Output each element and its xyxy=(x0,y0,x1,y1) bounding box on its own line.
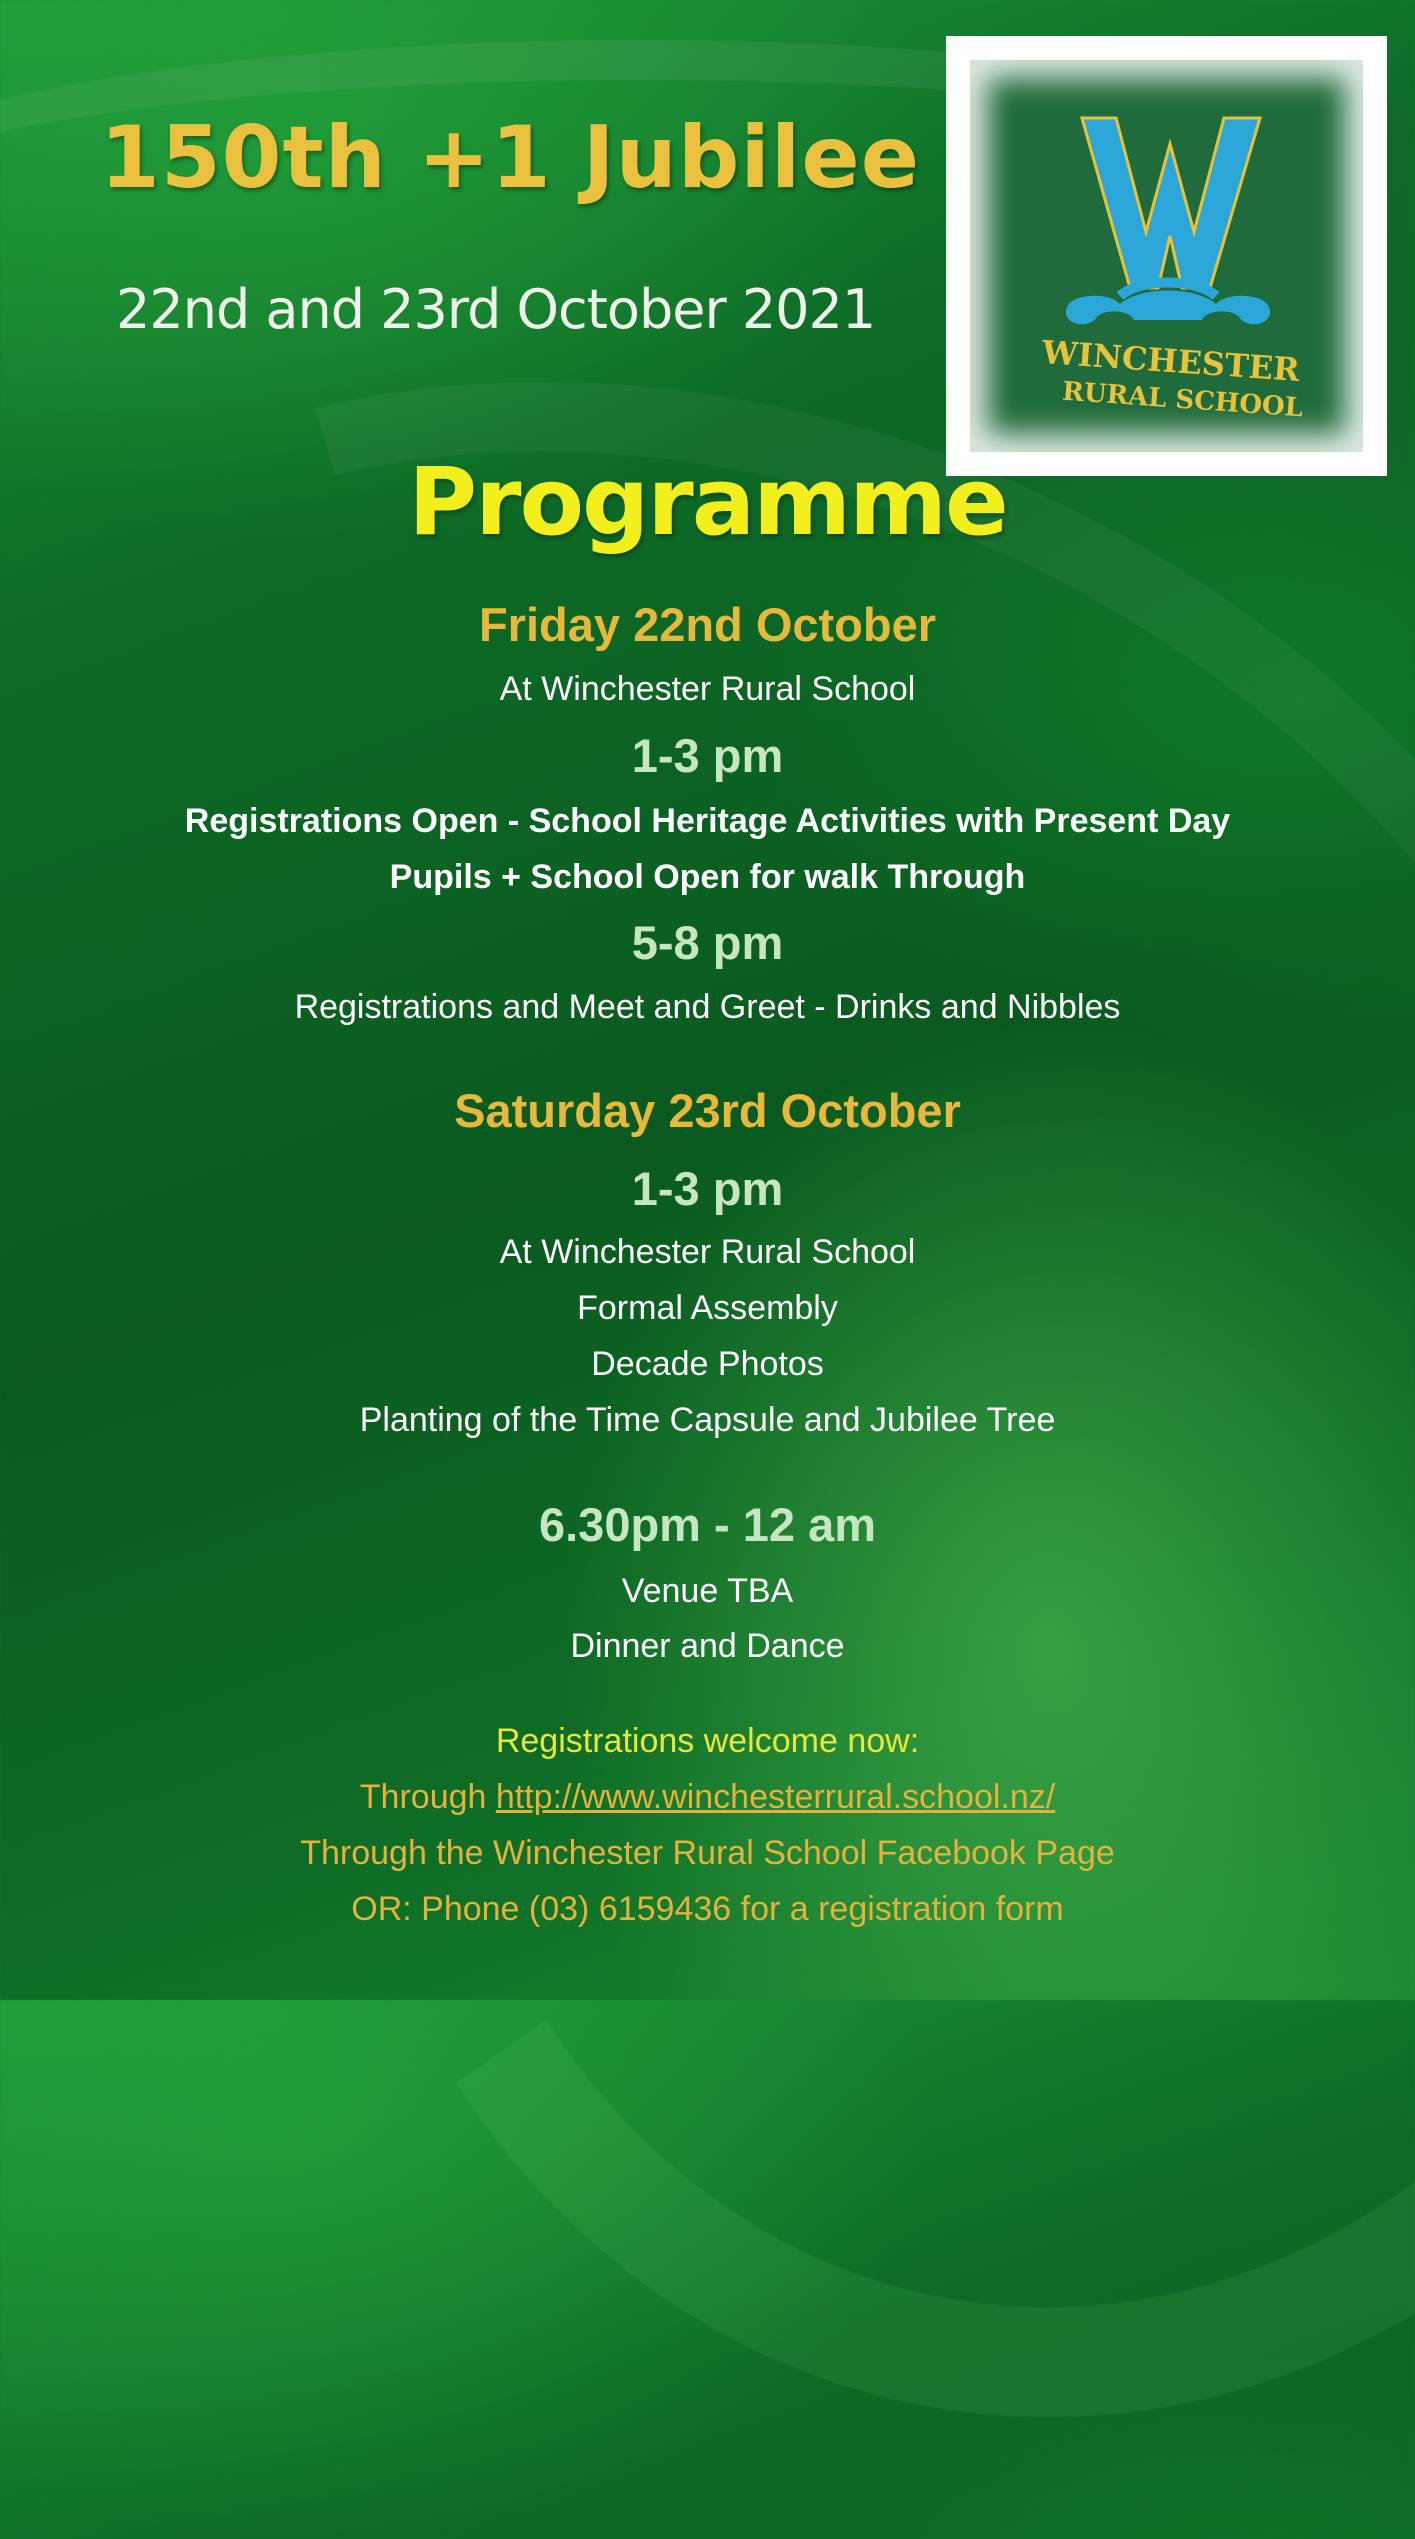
saturday-item: Planting of the Time Capsule and Jubilee Tree xyxy=(359,1401,1056,1439)
saturday-heading: Saturday 23rd October xyxy=(454,1084,961,1137)
friday-location: At Winchester Rural School xyxy=(499,670,916,708)
w-mark-icon xyxy=(1082,118,1260,288)
registrations-phone: OR: Phone (03) 6159436 for a registration form xyxy=(351,1890,1064,1928)
saturday-slot2-item: Dinner and Dance xyxy=(570,1627,845,1665)
saturday-slot2-item: Venue TBA xyxy=(621,1572,794,1610)
friday-slot1-line1: Registrations Open - School Heritage Activities with Present Day xyxy=(184,802,1231,840)
logo-emblem xyxy=(970,60,1363,452)
friday-heading: Friday 22nd October xyxy=(478,598,937,651)
friday-slot2-text: Registrations and Meet and Greet - Drinks and Nibbles xyxy=(294,988,1121,1026)
friday-slot1-line2: Pupils + School Open for walk Through xyxy=(389,858,1026,896)
registrations-heading: Registrations welcome now: xyxy=(495,1722,920,1760)
programme-heading: Programme xyxy=(408,448,1007,557)
jubilee-title: 150th +1 Jubilee xyxy=(100,108,921,208)
logo-text-line1: WINCHESTER xyxy=(1040,333,1301,389)
friday-slot1-time: 1-3 pm xyxy=(631,729,784,782)
school-website-link[interactable]: http://www.winchesterrural.school.nz/ xyxy=(495,1778,1056,1816)
logo-text-line2: RURAL SCHOOL xyxy=(1061,376,1304,424)
registrations-facebook: Through the Winchester Rural School Facebook Page xyxy=(300,1834,1115,1872)
scroll-base-icon xyxy=(1066,291,1270,325)
saturday-slot1-time: 1-3 pm xyxy=(631,1162,784,1215)
saturday-item: Decade Photos xyxy=(591,1345,824,1383)
through-prefix: Through xyxy=(359,1778,496,1816)
school-logo xyxy=(946,36,1387,476)
saturday-slot2-time: 6.30pm - 12 am xyxy=(538,1498,876,1551)
saturday-item: Formal Assembly xyxy=(577,1289,838,1327)
logo-panel xyxy=(970,60,1363,452)
jubilee-dates: 22nd and 23rd October 2021 xyxy=(116,278,876,341)
saturday-item: At Winchester Rural School xyxy=(499,1233,916,1271)
friday-slot2-time: 5-8 pm xyxy=(631,916,784,969)
registrations-website-line xyxy=(0,1778,1415,1817)
